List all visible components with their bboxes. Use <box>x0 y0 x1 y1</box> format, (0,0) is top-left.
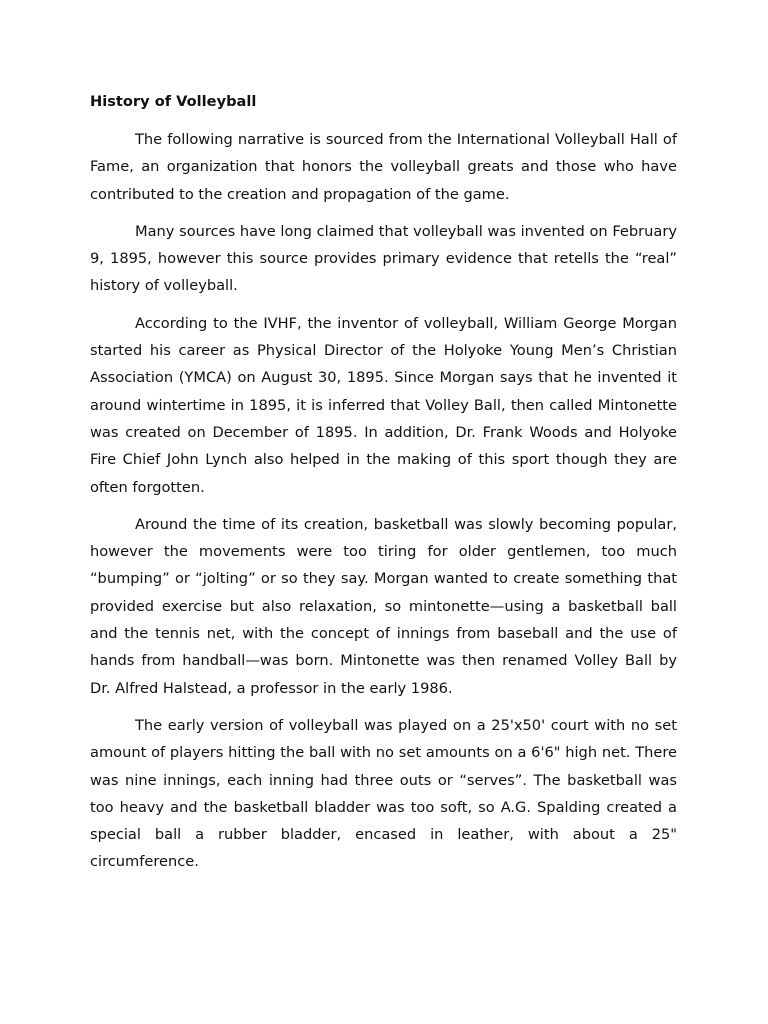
paragraph-intro: The following narrative is sourced from the International Volleyball Hall of Fame, an organization that honors the volleyball greats and those who have contributed to the creation and propagation of the game. <box>90 131 677 203</box>
paragraph-early-version: The early version of volleyball was played on a 25'x50' court with no set amount of players hitting the ball with no set amounts on a 6'6" high net. There was nine innings, each inning had three outs or “serves”. The basketball was too heavy and the basketball bladder was too soft, so A.G. Spalding created a special ball a rubber bladder, encased in leather, with about a 25" circumference. <box>90 716 677 871</box>
paragraph-creation: Around the time of its creation, basketball was slowly becoming popular, however the movements were too tiring for older gentlemen, too much “bumping” or “jolting” or so they say. Morgan wanted to create something that provided exercise but also relaxation, so mintonette—using a basketball ball and the tennis net, with the concept of innings from baseball and the use of hands from handball—was born. Mintonette was then renamed Volley Ball by Dr. Alfred Halstead, a professor in the early 1986. <box>90 515 677 697</box>
document-title: History of Volleyball <box>90 93 257 110</box>
paragraph-claim: Many sources have long claimed that volleyball was invented on February 9, 1895, however this source provides primary evidence that retells the “real” history of volleyball. <box>90 222 677 295</box>
paragraph-inventor: According to the IVHF, the inventor of volleyball, William George Morgan started his career as Physical Director of the Holyoke Young Men’s Christian Association (YMCA) on August 30, 1895. Since Morgan says that he invented it around wintertime in 1895, it is inferred that Volley Ball, then called Mintonette was created on December of 1895. In addition, Dr. Frank Woods and Holyoke Fire Chief John Lynch also helped in the making of this sport though they are often forgotten. <box>90 314 677 496</box>
document-page <box>90 88 677 886</box>
